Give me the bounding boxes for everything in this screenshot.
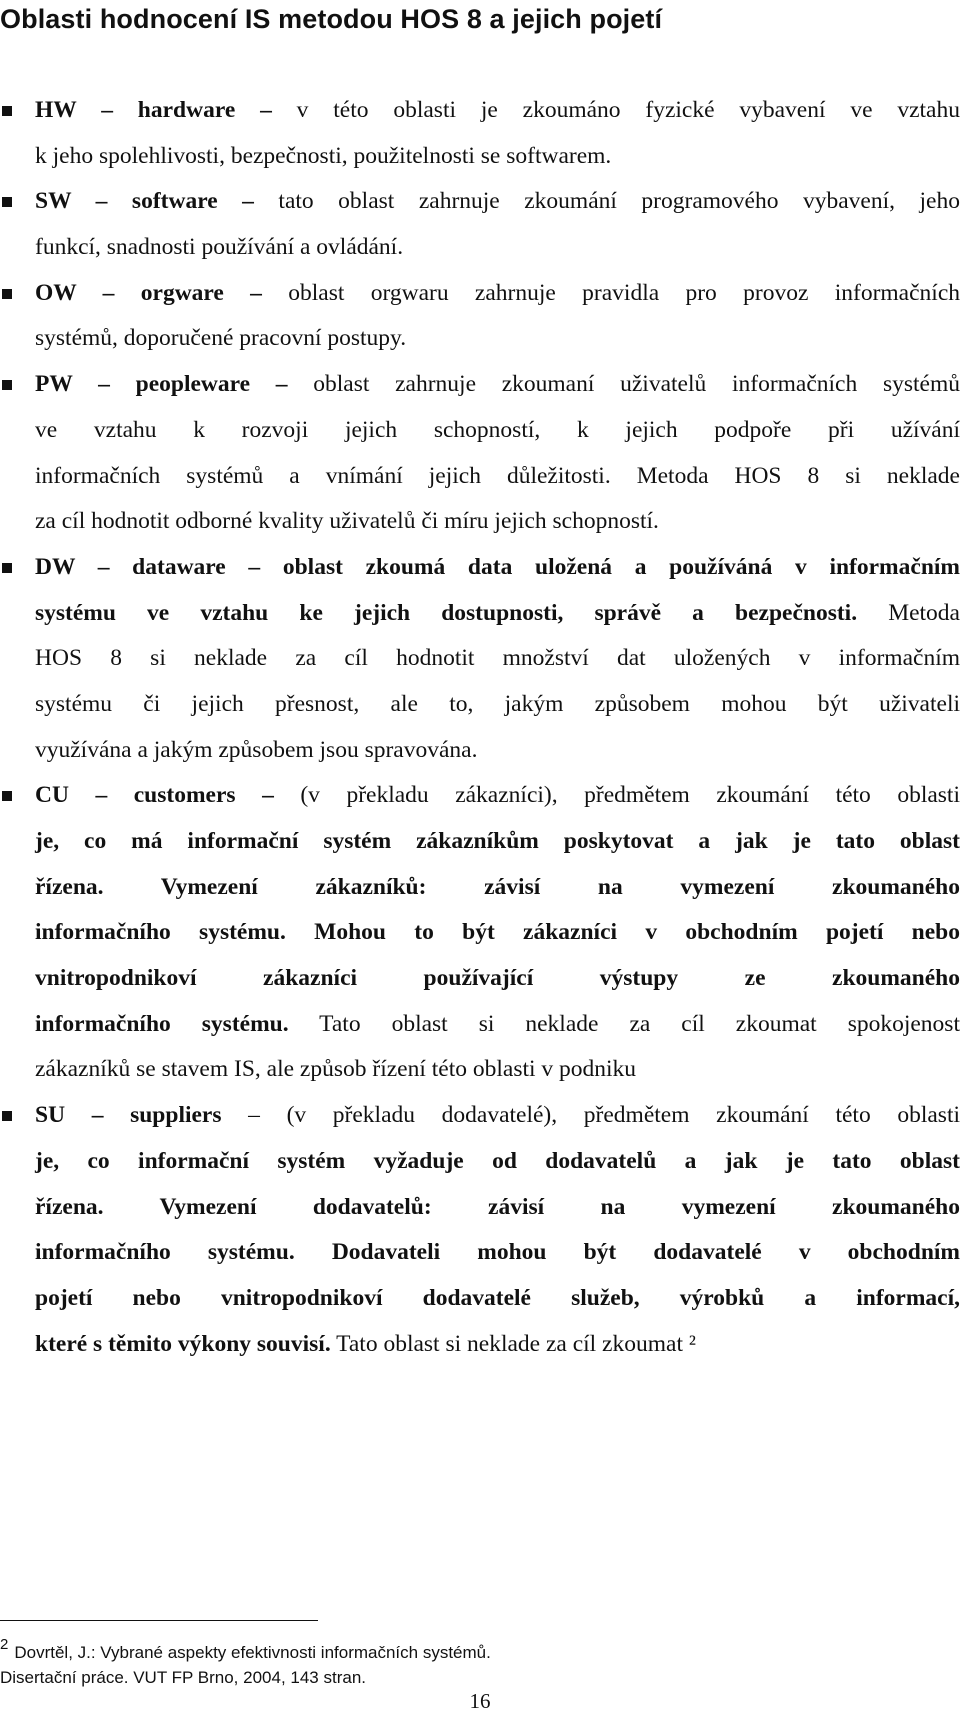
bold-text: informačního systému.	[35, 1010, 289, 1037]
bold-text: řízena. Vymezení dodavatelů: závisí na vymezení zkoumaného	[35, 1193, 960, 1220]
bold-text: informačního systému. Dodavateli mohou být dodavatelé v obchodním	[35, 1239, 960, 1266]
page-number: 16	[469, 1689, 491, 1713]
text-line	[35, 956, 960, 1002]
plain-text: – (v překladu dodavatelé), předmětem zkoumání této oblasti	[221, 1102, 960, 1129]
text-line	[35, 1047, 960, 1093]
text-line	[35, 773, 960, 819]
text-line	[35, 910, 960, 956]
text-line	[35, 1139, 960, 1185]
plain-text: HOS 8 si neklade za cíl hodnotit množství dat uložených v informačním	[35, 645, 960, 672]
plain-text: v této oblasti je zkoumáno fyzické vybavení ve vztahu	[271, 97, 960, 123]
list-item	[0, 179, 960, 270]
text-line	[35, 591, 960, 637]
footnote-line: Disertační práce. VUT FP Brno, 2004, 143 stran.	[0, 1668, 366, 1687]
bold-text: je, co informační systém vyžaduje od dodavatelů a jak je tato oblast	[35, 1147, 960, 1174]
plain-text: Tato oblast si neklade za cíl zkoumat ²	[330, 1330, 696, 1357]
plain-text: využívána a jakým způsobem jsou spravována.	[35, 736, 478, 763]
plain-text: zákazníků se stavem IS, ale způsob řízení této oblasti v podniku	[35, 1056, 637, 1083]
text-line	[35, 819, 960, 865]
footnote	[0, 1632, 491, 1690]
plain-text: funkcí, snadnosti používání a ovládání.	[35, 234, 404, 261]
text-line	[35, 1276, 960, 1322]
text-line	[35, 1002, 960, 1048]
plain-text: Tato oblast si neklade za cíl zkoumat spokojenost	[288, 1010, 960, 1037]
square-bullet-icon	[2, 791, 12, 801]
page-title: Oblasti hodnocení IS metodou HOS 8 a jejich pojetí	[0, 4, 663, 34]
list-item	[0, 271, 960, 362]
text-line	[35, 1322, 960, 1368]
bold-text: řízena. Vymezení zákazníků: závisí na vymezení zkoumaného	[35, 873, 960, 900]
text-line	[35, 271, 960, 317]
bold-text: které s těmito výkony souvisí.	[35, 1330, 331, 1357]
text-line	[35, 1230, 960, 1276]
plain-text: Metoda	[857, 599, 960, 626]
bold-text: PW – peopleware –	[35, 371, 288, 398]
bold-text: systému ve vztahu ke jejich dostupnosti, správě a bezpečnosti.	[35, 599, 858, 626]
square-bullet-icon	[2, 197, 12, 207]
text-line	[35, 134, 960, 180]
bold-text: SU – suppliers	[35, 1102, 222, 1129]
list-item	[0, 545, 960, 773]
text-line	[35, 1093, 960, 1139]
text-line	[35, 682, 960, 728]
text-line	[35, 88, 960, 134]
text-line	[35, 179, 960, 225]
square-bullet-icon	[2, 563, 12, 573]
plain-text: oblast zahrnuje zkoumaní uživatelů informačních systémů	[287, 371, 960, 398]
list-item	[0, 773, 960, 1093]
bold-text: SW – software –	[35, 188, 254, 215]
bold-text: HW – hardware –	[35, 97, 272, 123]
square-bullet-icon	[2, 380, 12, 390]
footnote-divider	[0, 1620, 318, 1621]
bold-text: je, co má informační systém zákazníkům poskytovat a jak je tato oblast	[35, 828, 960, 854]
footnote-text: Dovrtěl, J.: Vybrané aspekty efektivnosti informačních systémů.	[14, 1643, 491, 1662]
text-line	[35, 499, 960, 545]
plain-text: k jeho spolehlivosti, bezpečnosti, použitelnosti se softwarem.	[35, 142, 612, 169]
text-line	[35, 728, 960, 774]
text-line	[35, 408, 960, 454]
plain-text: za cíl hodnotit odborné kvality uživatelů či míru jejich schopností.	[35, 508, 659, 535]
text-line	[35, 454, 960, 500]
bold-text: informačního systému. Mohou to být zákazníci v obchodním pojetí nebo	[35, 919, 960, 946]
plain-text: oblast orgwaru zahrnuje pravidla pro provoz informačních	[261, 279, 960, 306]
text-line	[35, 1185, 960, 1231]
square-bullet-icon	[2, 106, 12, 116]
list-item	[0, 362, 960, 545]
square-bullet-icon	[2, 289, 12, 299]
list-item	[0, 88, 960, 179]
bold-text: pojetí nebo vnitropodnikoví dodavatelé služeb, výrobků a informací,	[35, 1284, 960, 1311]
plain-text: (v překladu zákazníci), předmětem zkoumání této oblasti	[273, 782, 960, 809]
bold-text: vnitropodnikoví zákazníci používající výstupy ze zkoumaného	[35, 965, 960, 992]
bold-text: CU – customers –	[35, 782, 274, 809]
text-line	[35, 316, 960, 362]
square-bullet-icon	[2, 1111, 12, 1121]
text-line	[35, 545, 960, 591]
bold-text: DW – dataware – oblast zkoumá data uložená a používáná v informačním	[35, 553, 960, 580]
text-line	[35, 362, 960, 408]
bullet-list	[0, 88, 960, 1367]
plain-text: tato oblast zahrnuje zkoumání programového vybavení, jeho	[253, 188, 960, 215]
text-line	[35, 225, 960, 271]
plain-text: informačních systémů a vnímání jejich důležitosti. Metoda HOS 8 si neklade	[35, 462, 960, 489]
plain-text: systémů, doporučené pracovní postupy.	[35, 325, 407, 352]
text-line	[35, 865, 960, 911]
plain-text: ve vztahu k rozvoji jejich schopností, k jejich podpoře při užívání	[35, 416, 960, 443]
bold-text: OW – orgware –	[35, 279, 262, 306]
list-item	[0, 1093, 960, 1367]
footnote-mark: 2	[0, 1636, 9, 1653]
footnote-line	[0, 1632, 491, 1665]
text-line	[35, 636, 960, 682]
plain-text: systému či jejich přesnost, ale to, jakým způsobem mohou být uživateli	[35, 690, 960, 717]
